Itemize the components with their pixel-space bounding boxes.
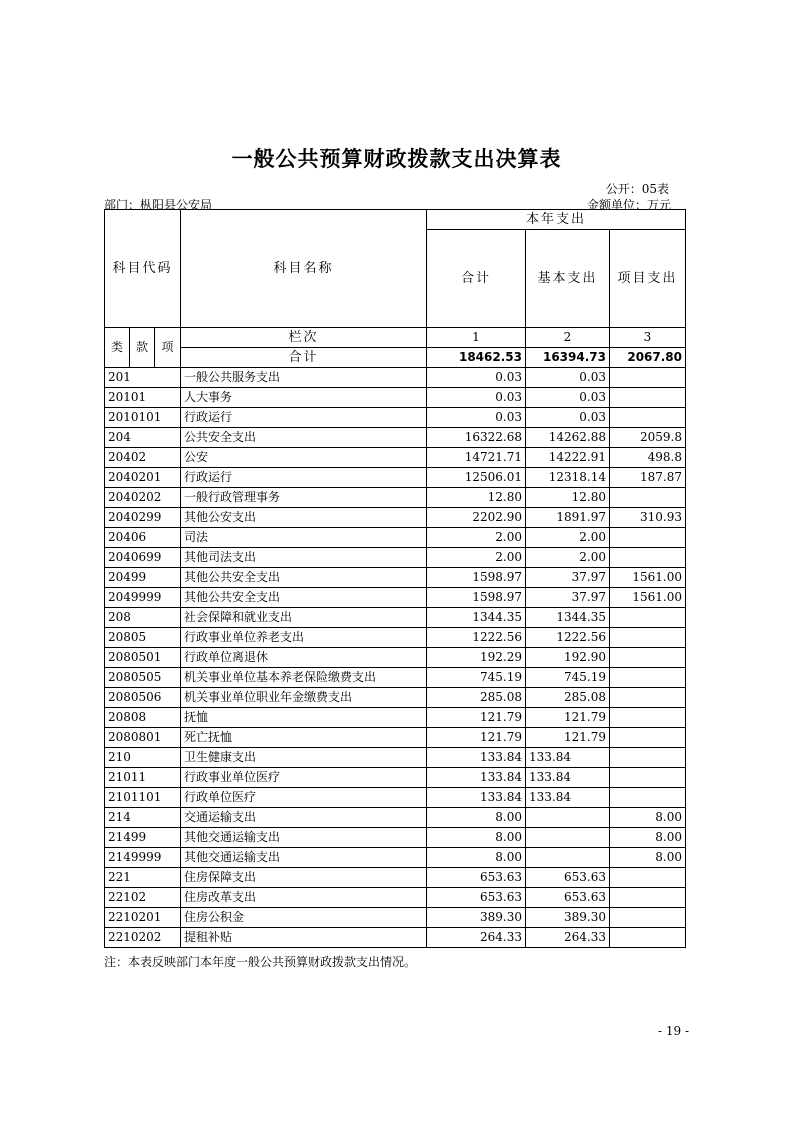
total-cell: 745.19	[427, 668, 526, 688]
table-row	[105, 548, 686, 568]
project-cell	[610, 928, 686, 948]
project-cell	[610, 868, 686, 888]
subject-name-cell: 公安	[181, 448, 427, 468]
subject-code-cell: 2040699	[105, 548, 181, 568]
subject-name-cell: 死亡抚恤	[181, 728, 427, 748]
basic-cell: 653.63	[526, 888, 610, 908]
project-cell	[610, 908, 686, 928]
subject-code-cell: 22102	[105, 888, 181, 908]
subject-name-cell: 抚恤	[181, 708, 427, 728]
project-cell	[610, 488, 686, 508]
subject-code-cell: 2101101	[105, 788, 181, 808]
sum-basic-value: 16394.73	[526, 348, 610, 368]
table-row	[105, 608, 686, 628]
project-cell	[610, 368, 686, 388]
subject-code-cell: 20805	[105, 628, 181, 648]
table-row	[105, 928, 686, 948]
xiang-header: 项	[155, 328, 181, 368]
subject-code-cell: 201	[105, 368, 181, 388]
project-cell: 498.8	[610, 448, 686, 468]
subject-name-cell: 机关事业单位职业年金缴费支出	[181, 688, 427, 708]
basic-cell: 14262.88	[526, 428, 610, 448]
subject-name-cell: 人大事务	[181, 388, 427, 408]
table-row	[105, 768, 686, 788]
table-row	[105, 528, 686, 548]
subject-code-cell: 20499	[105, 568, 181, 588]
project-cell	[610, 728, 686, 748]
basic-cell	[526, 808, 610, 828]
basic-header: 基本支出	[526, 230, 610, 328]
project-cell	[610, 708, 686, 728]
department-label: 部门：枞阳县公安局	[104, 198, 213, 212]
total-cell: 12506.01	[427, 468, 526, 488]
total-cell: 1598.97	[427, 588, 526, 608]
kuan-header: 款	[130, 328, 155, 368]
total-cell: 1598.97	[427, 568, 526, 588]
total-cell: 653.63	[427, 868, 526, 888]
project-cell: 1561.00	[610, 568, 686, 588]
basic-cell: 1222.56	[526, 628, 610, 648]
basic-cell: 37.97	[526, 568, 610, 588]
table-row	[105, 508, 686, 528]
subject-name-cell: 司法	[181, 528, 427, 548]
total-cell: 285.08	[427, 688, 526, 708]
subject-code-cell: 2210201	[105, 908, 181, 928]
basic-cell: 121.79	[526, 728, 610, 748]
project-cell	[610, 688, 686, 708]
basic-cell: 285.08	[526, 688, 610, 708]
form-number: 公开：05表	[605, 182, 669, 196]
total-cell: 2.00	[427, 548, 526, 568]
subject-name-cell: 其他交通运输支出	[181, 848, 427, 868]
subject-code-cell: 21011	[105, 768, 181, 788]
column-index-1: 1	[427, 328, 526, 348]
table-row	[105, 908, 686, 928]
subject-name-cell: 住房公积金	[181, 908, 427, 928]
total-cell: 133.84	[427, 788, 526, 808]
total-cell: 389.30	[427, 908, 526, 928]
basic-cell: 264.33	[526, 928, 610, 948]
basic-cell: 192.90	[526, 648, 610, 668]
total-cell: 8.00	[427, 808, 526, 828]
basic-cell: 133.84	[526, 768, 610, 788]
project-cell: 8.00	[610, 808, 686, 828]
project-cell	[610, 888, 686, 908]
total-cell: 8.00	[427, 848, 526, 868]
table-row	[105, 628, 686, 648]
basic-cell: 0.03	[526, 368, 610, 388]
subject-name-cell: 交通运输支出	[181, 808, 427, 828]
total-cell: 264.33	[427, 928, 526, 948]
subject-code-cell: 21499	[105, 828, 181, 848]
table-row	[105, 848, 686, 868]
total-cell: 653.63	[427, 888, 526, 908]
total-cell: 1344.35	[427, 608, 526, 628]
table-row	[105, 488, 686, 508]
table-row	[105, 728, 686, 748]
basic-cell: 121.79	[526, 708, 610, 728]
project-cell: 310.93	[610, 508, 686, 528]
basic-cell: 37.97	[526, 588, 610, 608]
basic-cell	[526, 828, 610, 848]
subject-name-cell: 公共安全支出	[181, 428, 427, 448]
basic-cell: 0.03	[526, 388, 610, 408]
subject-name-cell: 一般行政管理事务	[181, 488, 427, 508]
subject-name-cell: 机关事业单位基本养老保险缴费支出	[181, 668, 427, 688]
subject-name-cell: 住房保障支出	[181, 868, 427, 888]
project-cell	[610, 528, 686, 548]
table-row	[105, 408, 686, 428]
subject-name-cell: 行政运行	[181, 468, 427, 488]
basic-cell: 2.00	[526, 548, 610, 568]
basic-cell: 653.63	[526, 868, 610, 888]
total-cell: 8.00	[427, 828, 526, 848]
basic-cell: 389.30	[526, 908, 610, 928]
table-row	[105, 448, 686, 468]
project-cell: 8.00	[610, 828, 686, 848]
total-cell: 2202.90	[427, 508, 526, 528]
project-cell	[610, 648, 686, 668]
subject-name-cell: 卫生健康支出	[181, 748, 427, 768]
subject-code-cell: 2040202	[105, 488, 181, 508]
expenditure-table	[104, 209, 686, 948]
total-cell: 2.00	[427, 528, 526, 548]
page-number: - 19 -	[657, 1024, 689, 1038]
subject-code-cell: 2040299	[105, 508, 181, 528]
table-row	[105, 828, 686, 848]
subject-code-cell: 204	[105, 428, 181, 448]
subject-name-cell: 行政单位医疗	[181, 788, 427, 808]
subject-name-cell: 一般公共服务支出	[181, 368, 427, 388]
table-row	[105, 788, 686, 808]
basic-cell	[526, 848, 610, 868]
total-cell: 14721.71	[427, 448, 526, 468]
table-row	[105, 748, 686, 768]
sum-label: 合计	[181, 348, 427, 368]
project-cell	[610, 768, 686, 788]
subject-name-cell: 住房改革支出	[181, 888, 427, 908]
subject-code-cell: 2040201	[105, 468, 181, 488]
project-cell: 8.00	[610, 848, 686, 868]
table-row	[105, 668, 686, 688]
subject-code-cell: 20808	[105, 708, 181, 728]
project-header: 项目支出	[610, 230, 686, 328]
subject-name-cell: 行政运行	[181, 408, 427, 428]
project-cell	[610, 748, 686, 768]
subject-name-cell: 行政单位离退休	[181, 648, 427, 668]
total-cell: 0.03	[427, 408, 526, 428]
total-cell: 0.03	[427, 388, 526, 408]
project-cell	[610, 788, 686, 808]
subject-code-cell: 208	[105, 608, 181, 628]
project-cell	[610, 608, 686, 628]
subject-code-cell: 2080506	[105, 688, 181, 708]
table-row	[105, 808, 686, 828]
subject-name-cell: 提租补贴	[181, 928, 427, 948]
total-cell: 133.84	[427, 748, 526, 768]
subject-name-cell: 行政事业单位医疗	[181, 768, 427, 788]
current-year-header: 本年支出	[427, 210, 686, 230]
subject-code-cell: 20402	[105, 448, 181, 468]
total-cell: 0.03	[427, 368, 526, 388]
column-index-2: 2	[526, 328, 610, 348]
subject-code-cell: 210	[105, 748, 181, 768]
total-cell: 16322.68	[427, 428, 526, 448]
subject-name-cell: 其他司法支出	[181, 548, 427, 568]
subject-code-cell: 20406	[105, 528, 181, 548]
table-row	[105, 568, 686, 588]
table-row	[105, 368, 686, 388]
project-cell: 1561.00	[610, 588, 686, 608]
sum-project-value: 2067.80	[610, 348, 686, 368]
lei-header: 类	[105, 328, 130, 368]
subject-code-cell: 2149999	[105, 848, 181, 868]
table-row	[105, 428, 686, 448]
subject-name-cell: 其他公共安全支出	[181, 568, 427, 588]
project-cell	[610, 408, 686, 428]
subject-name-cell: 其他交通运输支出	[181, 828, 427, 848]
basic-cell: 1891.97	[526, 508, 610, 528]
table-row	[105, 648, 686, 668]
unit-label: 金额单位：万元	[586, 198, 671, 212]
total-header: 合计	[427, 230, 526, 328]
project-cell	[610, 668, 686, 688]
basic-cell: 133.84	[526, 748, 610, 768]
total-cell: 192.29	[427, 648, 526, 668]
subject-code-cell: 2080505	[105, 668, 181, 688]
subject-name-cell: 社会保障和就业支出	[181, 608, 427, 628]
table-row	[105, 708, 686, 728]
subject-name-cell: 其他公共安全支出	[181, 588, 427, 608]
table-row	[105, 888, 686, 908]
total-cell: 12.80	[427, 488, 526, 508]
basic-cell: 133.84	[526, 788, 610, 808]
basic-cell: 0.03	[526, 408, 610, 428]
footnote: 注：本表反映部门本年度一般公共预算财政拨款支出情况。	[104, 955, 417, 969]
subject-code-cell: 2080801	[105, 728, 181, 748]
project-cell: 187.87	[610, 468, 686, 488]
subject-code-cell: 2080501	[105, 648, 181, 668]
subject-name-cell: 其他公安支出	[181, 508, 427, 528]
table-row	[105, 868, 686, 888]
total-cell: 1222.56	[427, 628, 526, 648]
total-cell: 133.84	[427, 768, 526, 788]
subject-code-cell: 2210202	[105, 928, 181, 948]
basic-cell: 14222.91	[526, 448, 610, 468]
sum-total-value: 18462.53	[427, 348, 526, 368]
subject-code-cell: 214	[105, 808, 181, 828]
subject-code-cell: 2049999	[105, 588, 181, 608]
project-cell	[610, 548, 686, 568]
total-cell: 121.79	[427, 708, 526, 728]
basic-cell: 745.19	[526, 668, 610, 688]
subject-name-header: 科目名称	[181, 210, 427, 328]
column-index-3: 3	[610, 328, 686, 348]
column-index-label: 栏次	[181, 328, 427, 348]
subject-code-cell: 20101	[105, 388, 181, 408]
table-row	[105, 388, 686, 408]
basic-cell: 2.00	[526, 528, 610, 548]
subject-code-cell: 2010101	[105, 408, 181, 428]
page-title: 一般公共预算财政拨款支出决算表	[231, 147, 562, 171]
table-row	[105, 688, 686, 708]
basic-cell: 1344.35	[526, 608, 610, 628]
basic-cell: 12.80	[526, 488, 610, 508]
table-row	[105, 588, 686, 608]
project-cell: 2059.8	[610, 428, 686, 448]
subject-code-header: 科目代码	[105, 210, 181, 328]
basic-cell: 12318.14	[526, 468, 610, 488]
subject-name-cell: 行政事业单位养老支出	[181, 628, 427, 648]
subject-code-cell: 221	[105, 868, 181, 888]
project-cell	[610, 388, 686, 408]
project-cell	[610, 628, 686, 648]
total-cell: 121.79	[427, 728, 526, 748]
table-row	[105, 468, 686, 488]
